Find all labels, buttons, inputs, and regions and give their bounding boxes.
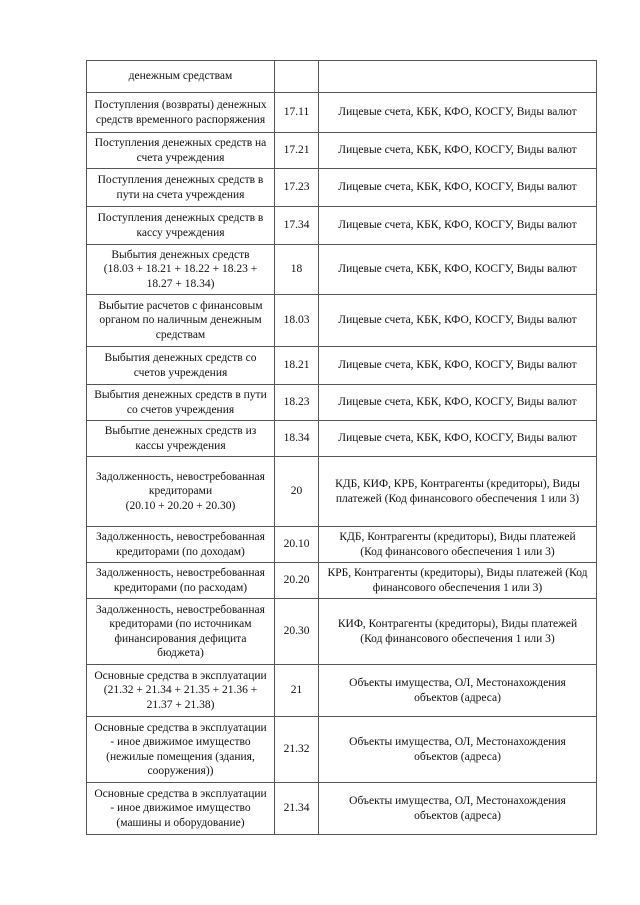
account-code-cell: 18.23 [275, 385, 319, 421]
account-name-cell: Поступления денежных средств в кассу учреждения [87, 207, 275, 245]
table-row [87, 563, 597, 599]
analytics-cell: КИФ, Контрагенты (кредиторы), Виды платежей (Код финансового обеспечения 1 или 3) [319, 599, 597, 665]
account-name-cell: Выбытия денежных средств в пути со счетов учреждения [87, 385, 275, 421]
accounts-table [86, 60, 597, 835]
table-row [87, 457, 597, 527]
table-row [87, 717, 597, 783]
accounts-table-body [87, 61, 597, 835]
table-row [87, 207, 597, 245]
account-name-cell: денежным средствам [87, 61, 275, 93]
table-row [87, 295, 597, 347]
table-row [87, 61, 597, 93]
analytics-cell: Лицевые счета, КБК, КФО, КОСГУ, Виды валют [319, 347, 597, 385]
account-code-cell: 17.34 [275, 207, 319, 245]
table-row [87, 245, 597, 295]
table-row [87, 527, 597, 563]
analytics-cell: Лицевые счета, КБК, КФО, КОСГУ, Виды валют [319, 385, 597, 421]
account-code-cell: 21.34 [275, 783, 319, 835]
table-row [87, 385, 597, 421]
account-code-cell: 20.30 [275, 599, 319, 665]
account-name-cell: Задолженность, невостребованная кредиторами (по источникам финансирования дефицита бюджета) [87, 599, 275, 665]
account-code-cell: 18.34 [275, 421, 319, 457]
account-code-cell [275, 61, 319, 93]
account-name-cell: Выбытие расчетов с финансовым органом по наличным денежным средствам [87, 295, 275, 347]
account-name-cell: Задолженность, невостребованная кредиторами (по доходам) [87, 527, 275, 563]
analytics-cell: КДБ, КИФ, КРБ, Контрагенты (кредиторы), Виды платежей (Код финансового обеспечения 1 или 3) [319, 457, 597, 527]
account-code-cell: 17.23 [275, 169, 319, 207]
analytics-cell: КДБ, Контрагенты (кредиторы), Виды платежей (Код финансового обеспечения 1 или 3) [319, 527, 597, 563]
table-row [87, 347, 597, 385]
analytics-cell: Объекты имущества, ОЛ, Местонахождения объектов (адреса) [319, 783, 597, 835]
table-row [87, 599, 597, 665]
account-code-cell: 20 [275, 457, 319, 527]
table-row [87, 783, 597, 835]
account-code-cell: 20.10 [275, 527, 319, 563]
table-row [87, 665, 597, 717]
table-row [87, 421, 597, 457]
account-name-cell: Задолженность, невостребованная кредиторами (по расходам) [87, 563, 275, 599]
analytics-cell: Объекты имущества, ОЛ, Местонахождения объектов (адреса) [319, 665, 597, 717]
analytics-cell: Лицевые счета, КБК, КФО, КОСГУ, Виды валют [319, 295, 597, 347]
analytics-cell: Объекты имущества, ОЛ, Местонахождения объектов (адреса) [319, 717, 597, 783]
account-name-cell: Основные средства в эксплуатации (21.32 + 21.34 + 21.35 + 21.36 + 21.37 + 21.38) [87, 665, 275, 717]
account-name-cell: Основные средства в эксплуатации - иное движимое имущество (машины и оборудование) [87, 783, 275, 835]
account-code-cell: 17.11 [275, 93, 319, 133]
account-code-cell: 18.03 [275, 295, 319, 347]
account-name-cell: Выбытие денежных средств из кассы учреждения [87, 421, 275, 457]
analytics-cell [319, 61, 597, 93]
analytics-cell: Лицевые счета, КБК, КФО, КОСГУ, Виды валют [319, 169, 597, 207]
account-code-cell: 21.32 [275, 717, 319, 783]
account-name-cell: Поступления денежных средств в пути на счета учреждения [87, 169, 275, 207]
account-name-cell: Выбытия денежных средств со счетов учреждения [87, 347, 275, 385]
account-name-cell: Задолженность, невостребованная кредиторами (20.10 + 20.20 + 20.30) [87, 457, 275, 527]
analytics-cell: Лицевые счета, КБК, КФО, КОСГУ, Виды валют [319, 133, 597, 169]
analytics-cell: Лицевые счета, КБК, КФО, КОСГУ, Виды валют [319, 93, 597, 133]
analytics-cell: Лицевые счета, КБК, КФО, КОСГУ, Виды валют [319, 245, 597, 295]
account-name-cell: Основные средства в эксплуатации - иное движимое имущество (нежилые помещения (здания, сооружения)) [87, 717, 275, 783]
account-code-cell: 20.20 [275, 563, 319, 599]
analytics-cell: КРБ, Контрагенты (кредиторы), Виды платежей (Код финансового обеспечения 1 или 3) [319, 563, 597, 599]
table-row [87, 93, 597, 133]
account-code-cell: 18 [275, 245, 319, 295]
account-code-cell: 21 [275, 665, 319, 717]
account-code-cell: 18.21 [275, 347, 319, 385]
account-code-cell: 17.21 [275, 133, 319, 169]
account-name-cell: Поступления (возвраты) денежных средств временного распоряжения [87, 93, 275, 133]
analytics-cell: Лицевые счета, КБК, КФО, КОСГУ, Виды валют [319, 421, 597, 457]
account-name-cell: Выбытия денежных средств (18.03 + 18.21 + 18.22 + 18.23 + 18.27 + 18.34) [87, 245, 275, 295]
analytics-cell: Лицевые счета, КБК, КФО, КОСГУ, Виды валют [319, 207, 597, 245]
table-row [87, 169, 597, 207]
account-name-cell: Поступления денежных средств на счета учреждения [87, 133, 275, 169]
table-row [87, 133, 597, 169]
